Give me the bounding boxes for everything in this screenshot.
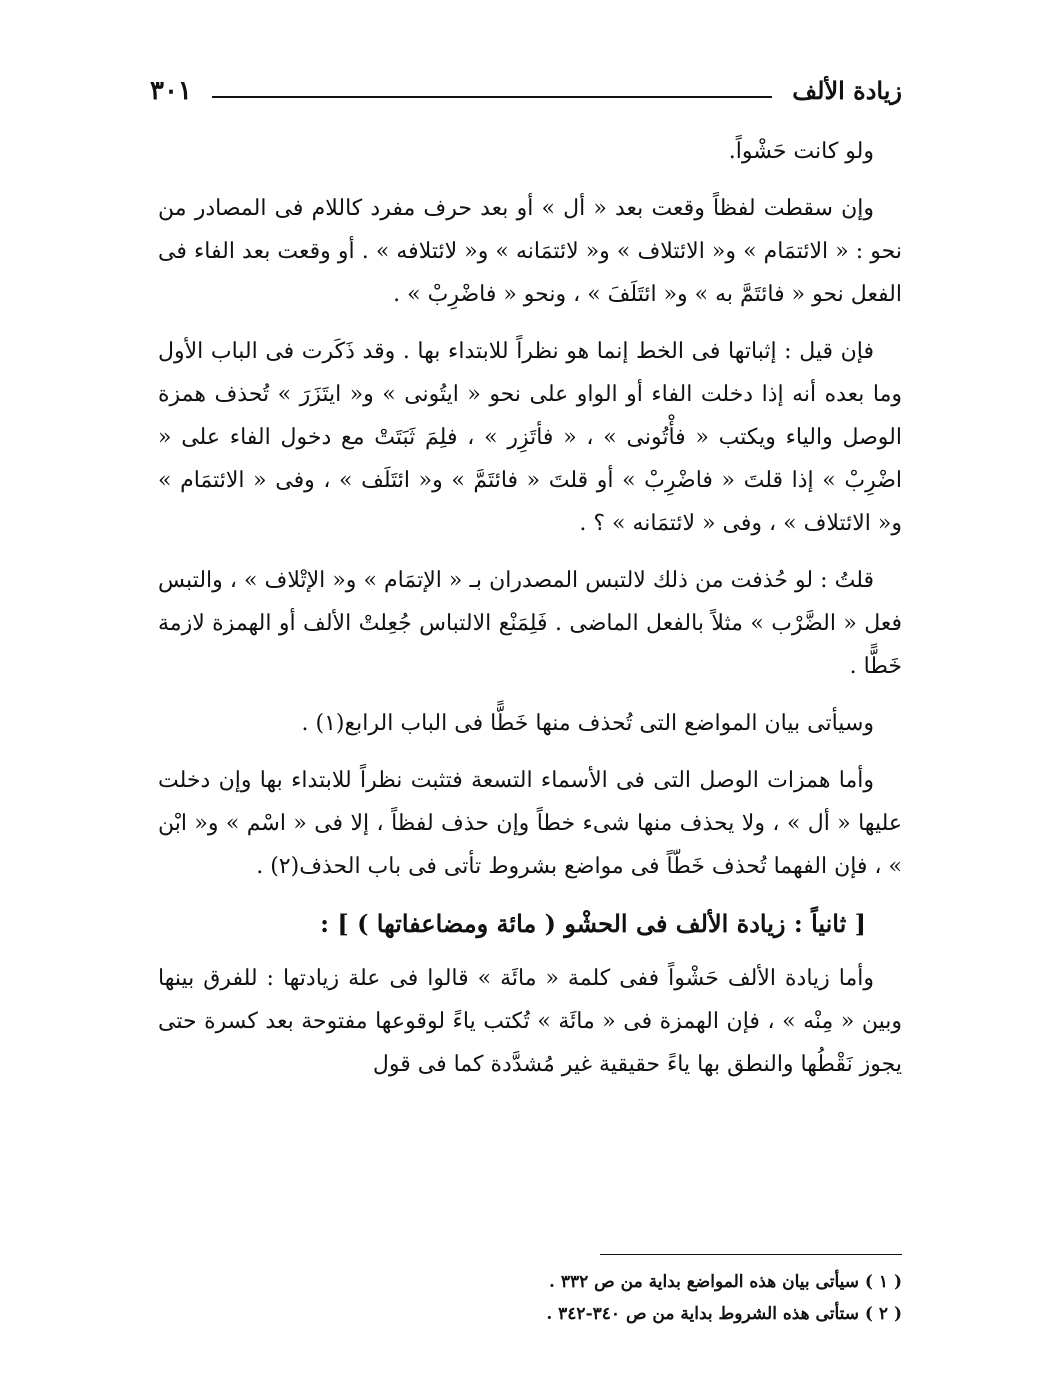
running-title: زيادة الألف	[792, 76, 902, 105]
page-number: ٣٠١	[150, 76, 192, 106]
paragraph: فإن قيل : إثباتها فى الخط إنما هو نظراً للابتداء بها . وقد ذَكَرت فى الباب الأول وما بعده أنه إذا دخلت الفاء أو الواو على نحو « ايتُونى » و« ايتَزَرَ » تُحذف همزة الوصل والياء ويكتب « فأْتُونى » ، « فأتَزِر » ، فلِمَ ثَبَتَتْ مع دخول الفاء على « اضْرِبْ » إذا قلتَ « فاضْرِبْ » أو قلتَ « فائتَمَّ » و« ائتَلَف » ، وفى « الائتمَام » و« الائتلاف » ، وفى « لائتمَانه » ؟ .	[158, 339, 902, 536]
footnote-separator	[600, 1254, 902, 1255]
paragraph: قلتُ : لو حُذفت من ذلك لالتبس المصدران بـ « الإتمَام » و« الإتْلاف » ، والتبس فعل « الضَّرْب » مثلاً بالفعل الماضى . فَلِمَنْع الالتباس جُعِلتْ الألف أو الهمزة لازمة خَطًّا .	[158, 568, 902, 679]
section-heading: [ ثانياً : زيادة الألف فى الحشْو ( مائة ومضاعفاتها ) ] :	[320, 909, 866, 938]
paragraph: وإن سقطت لفظاً وقعت بعد « أل » أو بعد حرف مفرد كاللام فى المصادر من نحو : « الائتمَام » و« الائتلاف » و« لائتمَانه » و« لائتلافه » . أو وقعت بعد الفاء فى الفعل نحو « فائتَمَّ به » و« ائتَلَفَ » ، ونحو « فاضْرِبْ » .	[158, 196, 902, 307]
footnote: ( ١ ) سيأتى بيان هذه المواضع بداية من ص ٣٣٢ .	[549, 1272, 902, 1292]
footnotes	[158, 1266, 902, 1330]
page-header	[150, 76, 902, 116]
main-text	[158, 130, 902, 1100]
paragraph: وأما همزات الوصل التى فى الأسماء التسعة فتثبت نظراً للابتداء بها وإن دخلت عليها « أل » ، ولا يحذف منها شىء خطاً وإن حذف لفظاً ، إلا فى « اسْم » و« ابْن » ، فإن الفهما تُحذف خَطّاً فى مواضع بشروط تأتى فى باب الحذف(٢) .	[158, 768, 902, 879]
footnote: ( ٢ ) ستأتى هذه الشروط بداية من ص ٣٤٠-٣٤٢ .	[546, 1304, 902, 1324]
paragraph: ولو كانت حَشْواً.	[728, 139, 874, 164]
paragraph: وسيأتى بيان المواضع التى تُحذف منها خَطًّا فى الباب الرابع(١) .	[301, 711, 874, 736]
paragraph: وأما زيادة الألف حَشْواً ففى كلمة « مائَة » قالوا فى علة زيادتها : للفرق بينها وبين « مِنْه » ، فإن الهمزة فى « مائَة » تُكتب ياءً لوقوعها مفتوحة بعد كسرة حتى يجوز نَقْطُها والنطق بها ياءً حقيقية غير مُشدَّدة كما فى قول	[158, 966, 902, 1077]
header-rule	[212, 96, 772, 98]
